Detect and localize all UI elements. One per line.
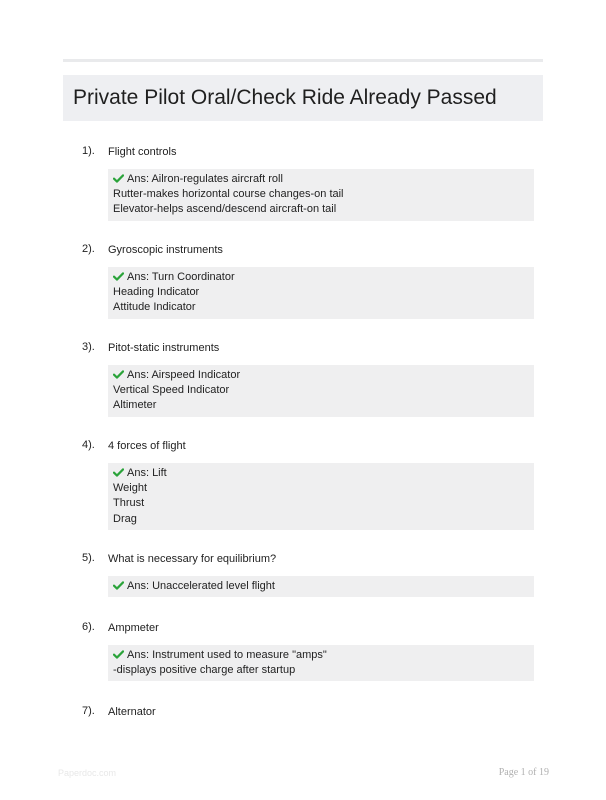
top-divider <box>63 59 543 62</box>
answer-box <box>108 365 534 417</box>
answer-line <box>113 383 534 398</box>
question-number: 1). <box>82 145 95 157</box>
answer-text: Ans: Airspeed Indicator <box>127 369 241 381</box>
answer-text: Heading Indicator <box>113 286 200 299</box>
answer-line <box>113 285 534 300</box>
answer-line-primary <box>113 172 534 187</box>
question-number: 6). <box>82 621 95 633</box>
answer-text: Attitude Indicator <box>113 301 196 314</box>
question-number: 5). <box>82 552 95 564</box>
check-icon <box>113 650 124 659</box>
answer-box <box>108 463 534 530</box>
question-number: 7). <box>82 705 95 717</box>
footer-watermark: Paperdoc.com <box>58 768 117 778</box>
answer-line-primary <box>113 648 534 663</box>
answer-line-primary <box>113 466 534 481</box>
answer-box <box>108 645 534 681</box>
answer-box <box>108 576 534 597</box>
question-text: Gyroscopic instruments <box>108 244 223 256</box>
answer-line <box>113 187 534 202</box>
page-number: Page 1 of 19 <box>498 767 549 778</box>
check-icon <box>113 581 124 590</box>
question-text: Ampmeter <box>108 622 159 634</box>
answer-text: Vertical Speed Indicator <box>113 384 230 397</box>
answer-line <box>113 663 534 678</box>
check-icon <box>113 174 124 183</box>
answer-line <box>113 202 534 217</box>
answer-text: Ans: Instrument used to measure "amps" <box>127 649 327 661</box>
answer-box <box>108 267 534 319</box>
answer-line <box>113 496 534 511</box>
answer-text: Elevator-helps ascend/descend aircraft-on tail <box>113 203 337 216</box>
check-icon <box>113 272 124 281</box>
answer-text: Altimeter <box>113 399 157 412</box>
answer-line <box>113 300 534 315</box>
question-number: 4). <box>82 439 95 451</box>
answer-line <box>113 398 534 413</box>
answer-line-primary <box>113 368 534 383</box>
check-icon <box>113 370 124 379</box>
answer-text: Ans: Turn Coordinator <box>127 271 235 283</box>
answer-text: Drag <box>113 512 137 525</box>
answer-text: -displays positive charge after startup <box>113 664 296 677</box>
check-icon <box>113 468 124 477</box>
page-title: Private Pilot Oral/Check Ride Already Passed <box>73 86 497 109</box>
question-text: Alternator <box>108 706 156 718</box>
title-banner <box>63 75 543 121</box>
answer-text: Rutter-makes horizontal course changes-on tail <box>113 188 344 201</box>
question-text: Pitot-static instruments <box>108 342 220 354</box>
answer-line-primary <box>113 579 534 594</box>
answer-text: Thrust <box>113 497 145 510</box>
question-text: Flight controls <box>108 146 177 158</box>
answer-line <box>113 481 534 496</box>
answer-line-primary <box>113 270 534 285</box>
question-number: 3). <box>82 341 95 353</box>
answer-text: Weight <box>113 482 148 495</box>
answer-box <box>108 169 534 221</box>
answer-text: Ans: Ailron-regulates aircraft roll <box>127 173 283 185</box>
answer-text: Ans: Unaccelerated level flight <box>127 580 275 592</box>
question-number: 2). <box>82 243 95 255</box>
answer-text: Ans: Lift <box>127 467 167 479</box>
answer-line <box>113 512 534 527</box>
question-text: 4 forces of flight <box>108 440 186 452</box>
question-text: What is necessary for equilibrium? <box>108 553 277 565</box>
